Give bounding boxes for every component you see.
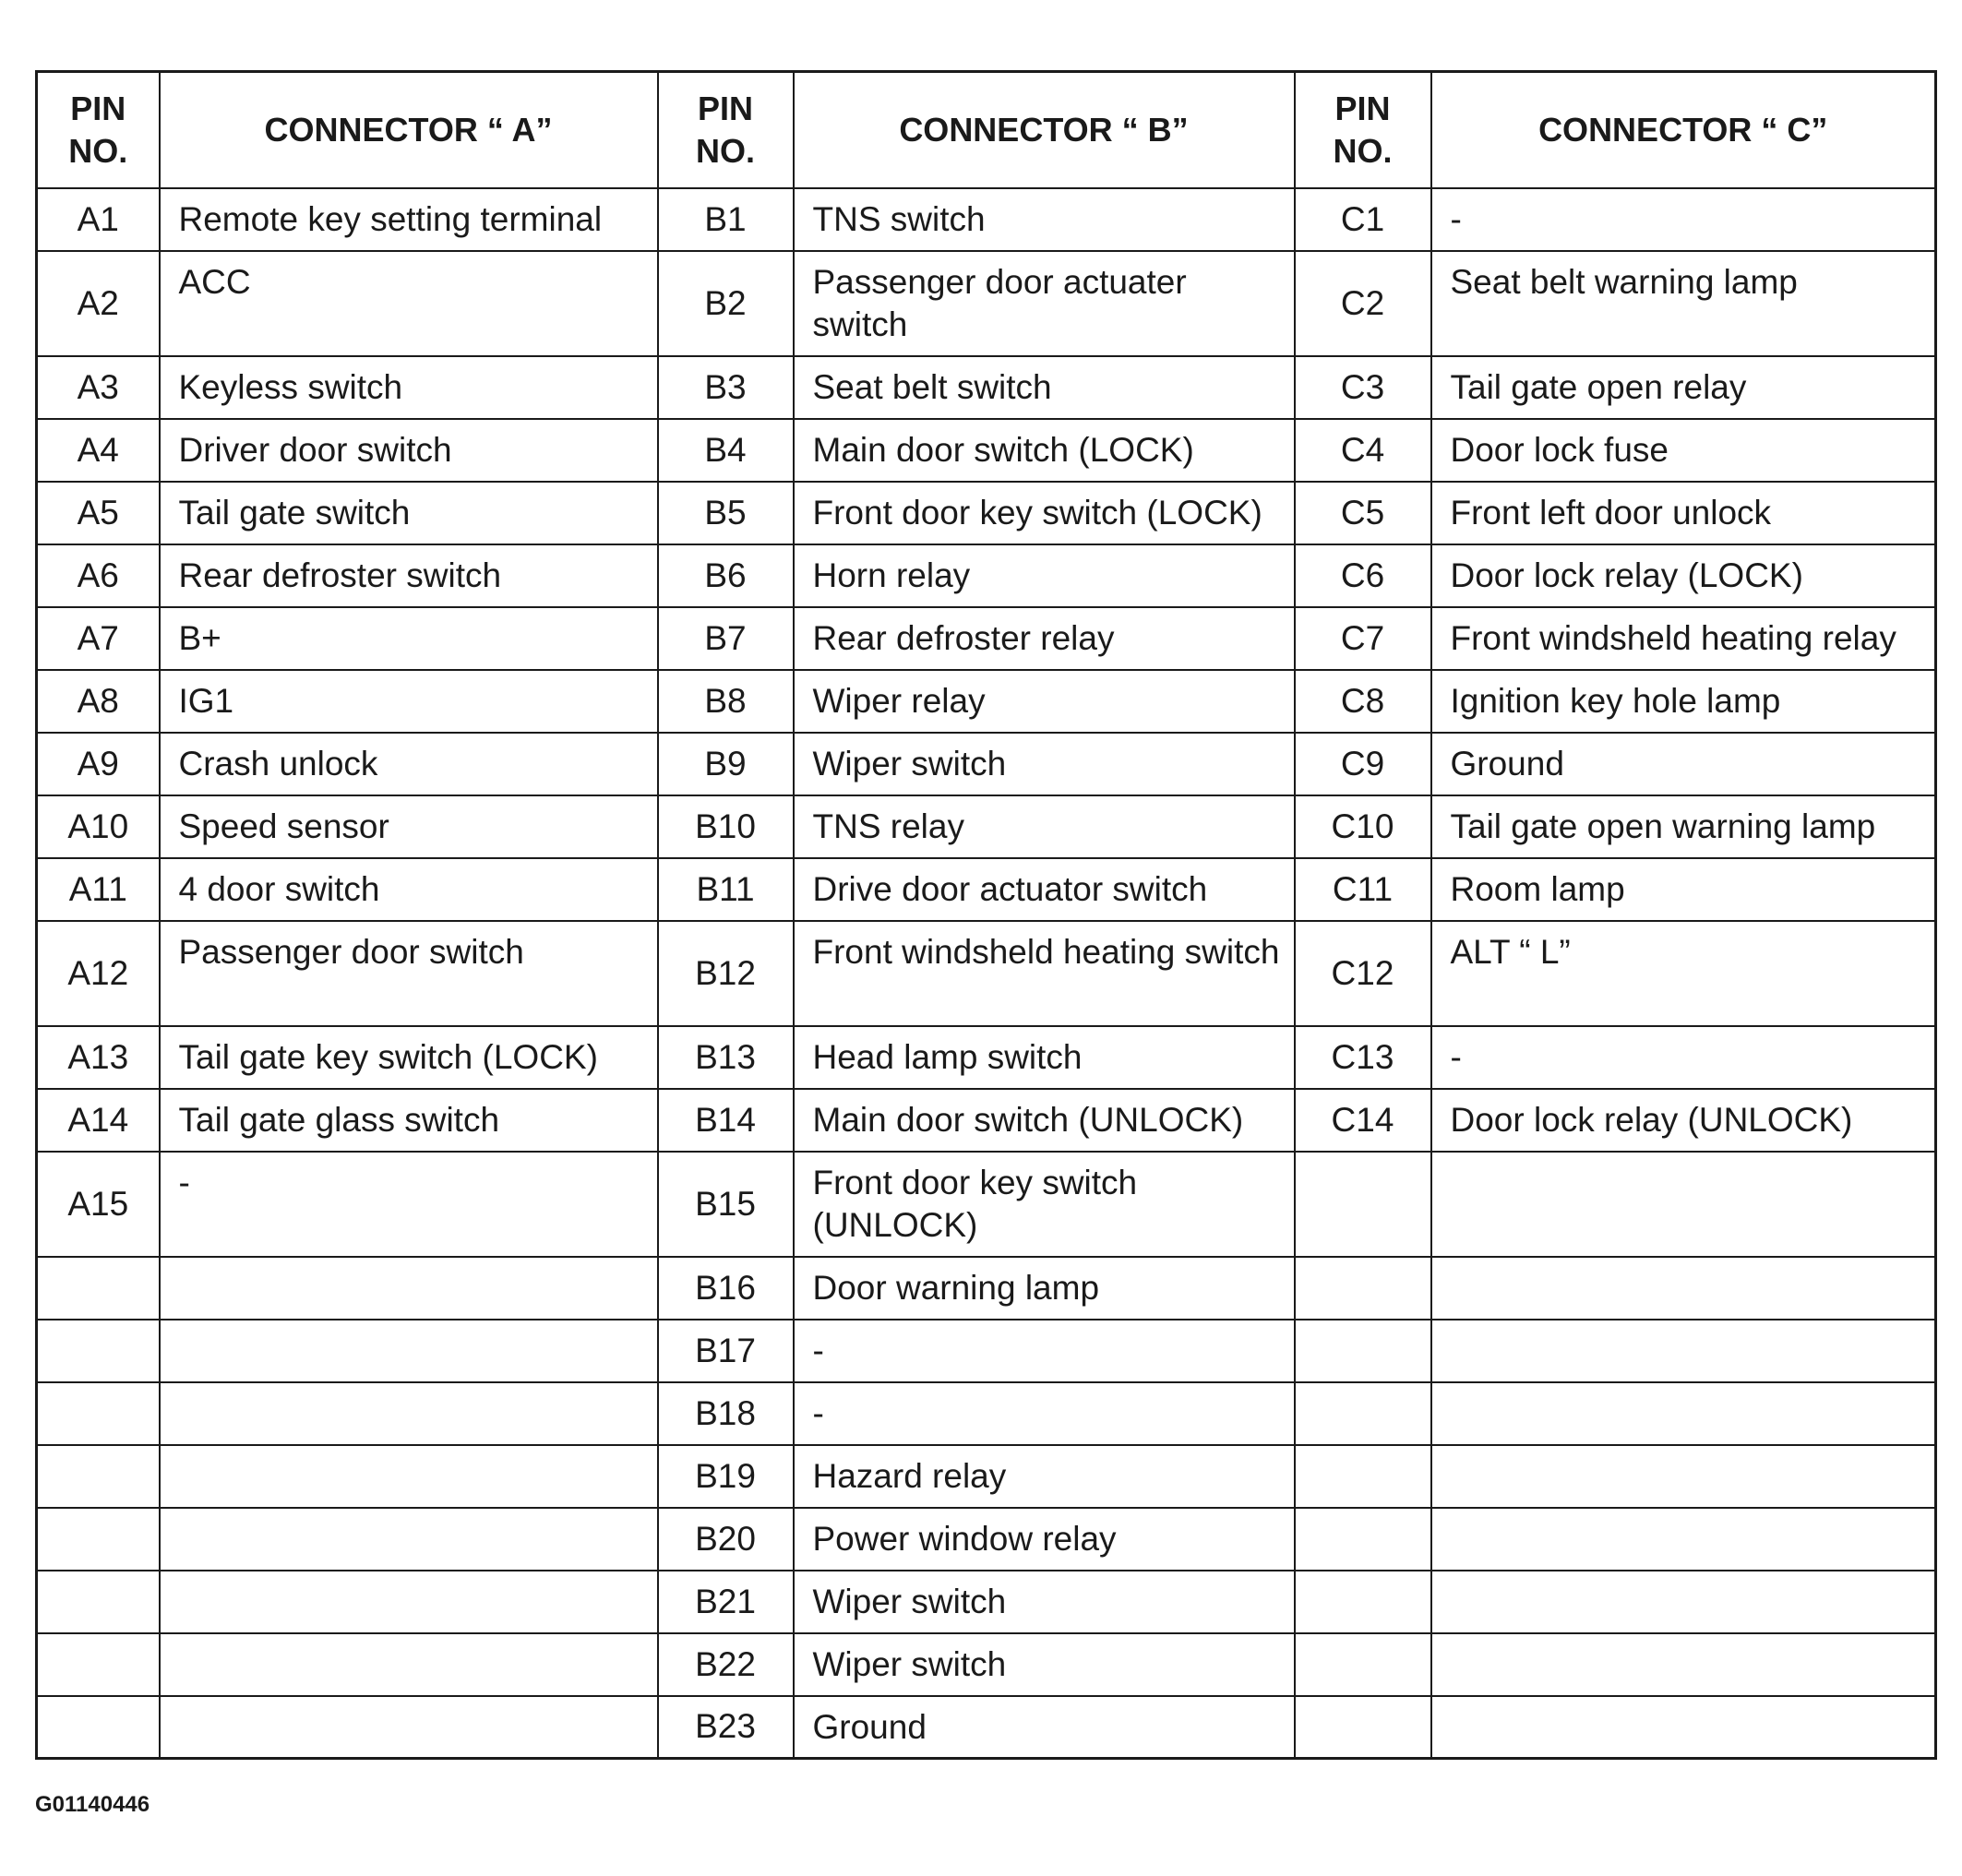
connector-c-cell xyxy=(1431,1571,1936,1633)
pin-a-cell xyxy=(37,1571,160,1633)
connector-b-cell: TNS switch xyxy=(794,188,1295,251)
table-row xyxy=(37,1320,1936,1382)
connector-c-cell: Ground xyxy=(1431,733,1936,795)
connector-c-cell: Tail gate open warning lamp xyxy=(1431,795,1936,858)
connector-c-cell: Door lock relay (UNLOCK) xyxy=(1431,1089,1936,1152)
connector-c-cell xyxy=(1431,1257,1936,1320)
pin-c-cell: C14 xyxy=(1295,1089,1431,1152)
table-row xyxy=(37,1089,1936,1152)
table-row xyxy=(37,251,1936,356)
connector-b-cell: Passenger door actuater switch xyxy=(794,251,1295,356)
connector-a-cell xyxy=(160,1320,658,1382)
pin-b-cell: B16 xyxy=(658,1257,794,1320)
connector-b-cell: Wiper switch xyxy=(794,1633,1295,1696)
connector-b-cell: Head lamp switch xyxy=(794,1026,1295,1089)
table-row xyxy=(37,1696,1936,1759)
header-pin-no-a: PIN NO. xyxy=(37,72,160,188)
pin-a-cell: A10 xyxy=(37,795,160,858)
connector-c-cell: Door lock fuse xyxy=(1431,419,1936,482)
pin-b-cell: B21 xyxy=(658,1571,794,1633)
pin-c-cell xyxy=(1295,1152,1431,1257)
table-header-row xyxy=(37,72,1936,188)
pin-a-cell: A12 xyxy=(37,921,160,1026)
pin-a-cell: A4 xyxy=(37,419,160,482)
pin-a-cell xyxy=(37,1445,160,1508)
connector-a-cell: - xyxy=(160,1152,658,1257)
table-row xyxy=(37,1382,1936,1445)
connector-b-cell: Front door key switch (LOCK) xyxy=(794,482,1295,544)
pin-c-cell xyxy=(1295,1382,1431,1445)
pin-b-cell: B12 xyxy=(658,921,794,1026)
connector-b-cell: Power window relay xyxy=(794,1508,1295,1571)
pin-a-cell: A14 xyxy=(37,1089,160,1152)
table-row xyxy=(37,1026,1936,1089)
pin-a-cell: A8 xyxy=(37,670,160,733)
pin-b-cell: B2 xyxy=(658,251,794,356)
pin-c-cell: C7 xyxy=(1295,607,1431,670)
pin-a-cell: A7 xyxy=(37,607,160,670)
pin-c-cell: C6 xyxy=(1295,544,1431,607)
pin-b-cell: B18 xyxy=(658,1382,794,1445)
pin-a-cell xyxy=(37,1633,160,1696)
pin-c-cell xyxy=(1295,1571,1431,1633)
connector-a-cell: Keyless switch xyxy=(160,356,658,419)
connector-c-cell: Room lamp xyxy=(1431,858,1936,921)
pin-c-cell: C2 xyxy=(1295,251,1431,356)
connector-c-cell: Front left door unlock xyxy=(1431,482,1936,544)
connector-a-cell xyxy=(160,1633,658,1696)
table-row xyxy=(37,1257,1936,1320)
pin-a-cell: A13 xyxy=(37,1026,160,1089)
pin-a-cell xyxy=(37,1257,160,1320)
pin-c-cell xyxy=(1295,1508,1431,1571)
connector-a-cell: Driver door switch xyxy=(160,419,658,482)
pin-a-cell: A11 xyxy=(37,858,160,921)
table-row xyxy=(37,544,1936,607)
table-row xyxy=(37,188,1936,251)
header-connector-a: CONNECTOR “ A” xyxy=(160,72,658,188)
connector-b-cell: Rear defroster relay xyxy=(794,607,1295,670)
pin-c-cell: C1 xyxy=(1295,188,1431,251)
connector-a-cell: Remote key setting terminal xyxy=(160,188,658,251)
connector-a-cell: B+ xyxy=(160,607,658,670)
table-row xyxy=(37,356,1936,419)
connector-pin-table xyxy=(35,70,1937,1760)
connector-a-cell: IG1 xyxy=(160,670,658,733)
connector-b-cell: Hazard relay xyxy=(794,1445,1295,1508)
connector-c-cell: Front windsheld heating relay xyxy=(1431,607,1936,670)
pin-a-cell xyxy=(37,1696,160,1759)
connector-b-cell: - xyxy=(794,1382,1295,1445)
pin-c-cell xyxy=(1295,1257,1431,1320)
connector-c-cell: Ignition key hole lamp xyxy=(1431,670,1936,733)
connector-a-cell: Tail gate switch xyxy=(160,482,658,544)
connector-c-cell xyxy=(1431,1633,1936,1696)
pin-b-cell: B6 xyxy=(658,544,794,607)
connector-c-cell xyxy=(1431,1445,1936,1508)
connector-a-cell: Passenger door switch xyxy=(160,921,658,1026)
pin-c-cell xyxy=(1295,1320,1431,1382)
table-row xyxy=(37,670,1936,733)
connector-a-cell: Tail gate key switch (LOCK) xyxy=(160,1026,658,1089)
pin-b-cell: B13 xyxy=(658,1026,794,1089)
pin-a-cell xyxy=(37,1508,160,1571)
pin-a-cell: A1 xyxy=(37,188,160,251)
table-body xyxy=(37,188,1936,1759)
table-row xyxy=(37,482,1936,544)
pin-a-cell: A9 xyxy=(37,733,160,795)
connector-a-cell xyxy=(160,1382,658,1445)
table-row xyxy=(37,1445,1936,1508)
connector-b-cell: Ground xyxy=(794,1696,1295,1759)
pin-c-cell xyxy=(1295,1445,1431,1508)
connector-b-cell: Wiper relay xyxy=(794,670,1295,733)
pin-c-cell: C8 xyxy=(1295,670,1431,733)
connector-b-cell: Drive door actuator switch xyxy=(794,858,1295,921)
pin-c-cell: C11 xyxy=(1295,858,1431,921)
pin-b-cell: B8 xyxy=(658,670,794,733)
header-connector-c: CONNECTOR “ C” xyxy=(1431,72,1936,188)
connector-a-cell xyxy=(160,1696,658,1759)
connector-a-cell: Crash unlock xyxy=(160,733,658,795)
table-row xyxy=(37,795,1936,858)
pin-a-cell: A5 xyxy=(37,482,160,544)
connector-c-cell: Seat belt warning lamp xyxy=(1431,251,1936,356)
connector-b-cell: Horn relay xyxy=(794,544,1295,607)
connector-b-cell: - xyxy=(794,1320,1295,1382)
header-connector-b: CONNECTOR “ B” xyxy=(794,72,1295,188)
connector-c-cell xyxy=(1431,1382,1936,1445)
connector-a-cell xyxy=(160,1571,658,1633)
pin-b-cell: B10 xyxy=(658,795,794,858)
header-pin-no-b: PIN NO. xyxy=(658,72,794,188)
connector-a-cell: Rear defroster switch xyxy=(160,544,658,607)
connector-b-cell: Main door switch (LOCK) xyxy=(794,419,1295,482)
pin-b-cell: B22 xyxy=(658,1633,794,1696)
connector-c-cell: ALT “ L” xyxy=(1431,921,1936,1026)
pin-a-cell: A2 xyxy=(37,251,160,356)
connector-c-cell xyxy=(1431,1696,1936,1759)
connector-b-cell: Front windsheld heating switch xyxy=(794,921,1295,1026)
table-row xyxy=(37,921,1936,1026)
pin-c-cell: C4 xyxy=(1295,419,1431,482)
pin-b-cell: B1 xyxy=(658,188,794,251)
connector-c-cell xyxy=(1431,1320,1936,1382)
connector-b-cell: TNS relay xyxy=(794,795,1295,858)
connector-b-cell: Door warning lamp xyxy=(794,1257,1295,1320)
pin-a-cell xyxy=(37,1382,160,1445)
connector-a-cell: Speed sensor xyxy=(160,795,658,858)
table-row xyxy=(37,1633,1936,1696)
pin-c-cell xyxy=(1295,1633,1431,1696)
pin-b-cell: B9 xyxy=(658,733,794,795)
connector-c-cell: Door lock relay (LOCK) xyxy=(1431,544,1936,607)
table-row xyxy=(37,607,1936,670)
connector-b-cell: Main door switch (UNLOCK) xyxy=(794,1089,1295,1152)
connector-c-cell: - xyxy=(1431,188,1936,251)
pin-b-cell: B3 xyxy=(658,356,794,419)
pin-b-cell: B23 xyxy=(658,1696,794,1759)
pin-c-cell: C3 xyxy=(1295,356,1431,419)
pin-a-cell xyxy=(37,1320,160,1382)
connector-b-cell: Seat belt switch xyxy=(794,356,1295,419)
connector-a-cell: ACC xyxy=(160,251,658,356)
pin-b-cell: B11 xyxy=(658,858,794,921)
pin-b-cell: B17 xyxy=(658,1320,794,1382)
pin-b-cell: B4 xyxy=(658,419,794,482)
pin-c-cell: C12 xyxy=(1295,921,1431,1026)
pin-c-cell: C10 xyxy=(1295,795,1431,858)
table-row xyxy=(37,1508,1936,1571)
pin-c-cell: C13 xyxy=(1295,1026,1431,1089)
table-row xyxy=(37,419,1936,482)
pin-c-cell xyxy=(1295,1696,1431,1759)
pin-b-cell: B7 xyxy=(658,607,794,670)
connector-c-cell xyxy=(1431,1508,1936,1571)
pin-c-cell: C9 xyxy=(1295,733,1431,795)
connector-a-cell: 4 door switch xyxy=(160,858,658,921)
pin-a-cell: A6 xyxy=(37,544,160,607)
connector-b-cell: Front door key switch (UNLOCK) xyxy=(794,1152,1295,1257)
connector-c-cell: - xyxy=(1431,1026,1936,1089)
connector-b-cell: Wiper switch xyxy=(794,733,1295,795)
table-row xyxy=(37,1571,1936,1633)
pin-a-cell: A15 xyxy=(37,1152,160,1257)
table-row xyxy=(37,858,1936,921)
pin-b-cell: B15 xyxy=(658,1152,794,1257)
table-row xyxy=(37,733,1936,795)
pin-b-cell: B20 xyxy=(658,1508,794,1571)
connector-a-cell xyxy=(160,1508,658,1571)
pin-a-cell: A3 xyxy=(37,356,160,419)
connector-c-cell xyxy=(1431,1152,1936,1257)
pin-b-cell: B19 xyxy=(658,1445,794,1508)
connector-a-cell: Tail gate glass switch xyxy=(160,1089,658,1152)
pin-c-cell: C5 xyxy=(1295,482,1431,544)
connector-c-cell: Tail gate open relay xyxy=(1431,356,1936,419)
pin-b-cell: B5 xyxy=(658,482,794,544)
connector-a-cell xyxy=(160,1257,658,1320)
figure-id: G01140446 xyxy=(35,1792,150,1817)
connector-b-cell: Wiper switch xyxy=(794,1571,1295,1633)
header-pin-no-c: PIN NO. xyxy=(1295,72,1431,188)
table-row xyxy=(37,1152,1936,1257)
pin-b-cell: B14 xyxy=(658,1089,794,1152)
connector-a-cell xyxy=(160,1445,658,1508)
